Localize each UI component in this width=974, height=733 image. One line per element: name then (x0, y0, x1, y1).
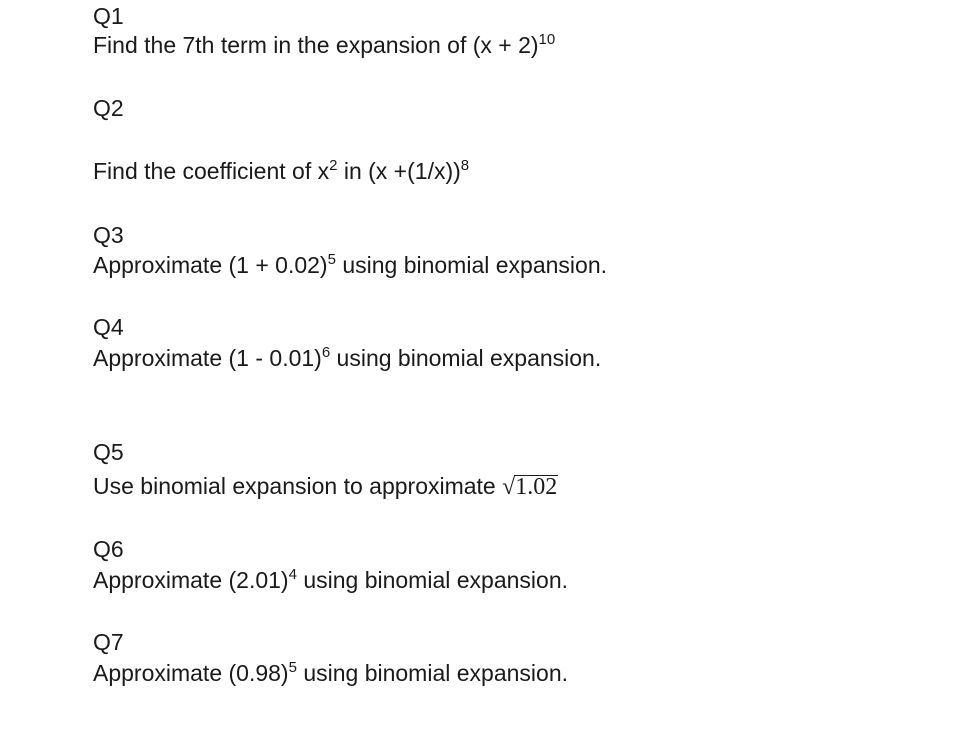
question-4-exponent: 6 (321, 344, 331, 361)
question-2-exponent-a: 2 (329, 157, 338, 174)
question-1-text (93, 31, 555, 59)
question-3-label: Q3 (93, 222, 124, 248)
question-2-label: Q2 (93, 95, 124, 121)
question-2-exponent-b: 8 (460, 157, 470, 174)
question-4-body: Approximate (1 - 0.01) (93, 345, 322, 371)
question-6-tail: using binomial expansion. (296, 567, 568, 593)
question-7-text (93, 659, 568, 687)
question-7-exponent: 5 (288, 659, 297, 676)
question-3-body: Approximate (1 + 0.02) (93, 252, 328, 278)
question-7-body: Approximate (0.98) (93, 660, 289, 686)
question-5-text (93, 472, 558, 501)
question-4-tail: using binomial expansion. (330, 345, 602, 371)
question-2-body-a: Find the coefficient of x (93, 158, 330, 184)
question-7-tail: using binomial expansion. (296, 660, 568, 686)
question-4-text (93, 344, 601, 372)
question-3-text (93, 251, 607, 279)
radicand: 1.02 (515, 474, 558, 500)
question-4-label: Q4 (93, 314, 124, 340)
square-root-expression (502, 473, 558, 501)
question-2-text (93, 157, 469, 185)
question-6-text (93, 566, 568, 594)
question-3-tail: using binomial expansion. (335, 252, 607, 278)
question-6-exponent: 4 (288, 566, 297, 583)
question-1-body: Find the 7th term in the expansion of (x + 2) (93, 32, 539, 58)
question-7-label: Q7 (93, 629, 124, 655)
question-2-body-b: in (x +(1/x)) (337, 158, 461, 184)
question-1-exponent: 10 (538, 31, 556, 48)
question-6-body: Approximate (2.01) (93, 567, 289, 593)
radical-sign: √ (502, 474, 516, 500)
question-6-label: Q6 (93, 536, 124, 562)
question-5-label: Q5 (93, 439, 124, 465)
question-5-body: Use binomial expansion to approximate (93, 473, 503, 499)
question-1-label: Q1 (93, 3, 124, 29)
question-3-exponent: 5 (327, 251, 336, 268)
